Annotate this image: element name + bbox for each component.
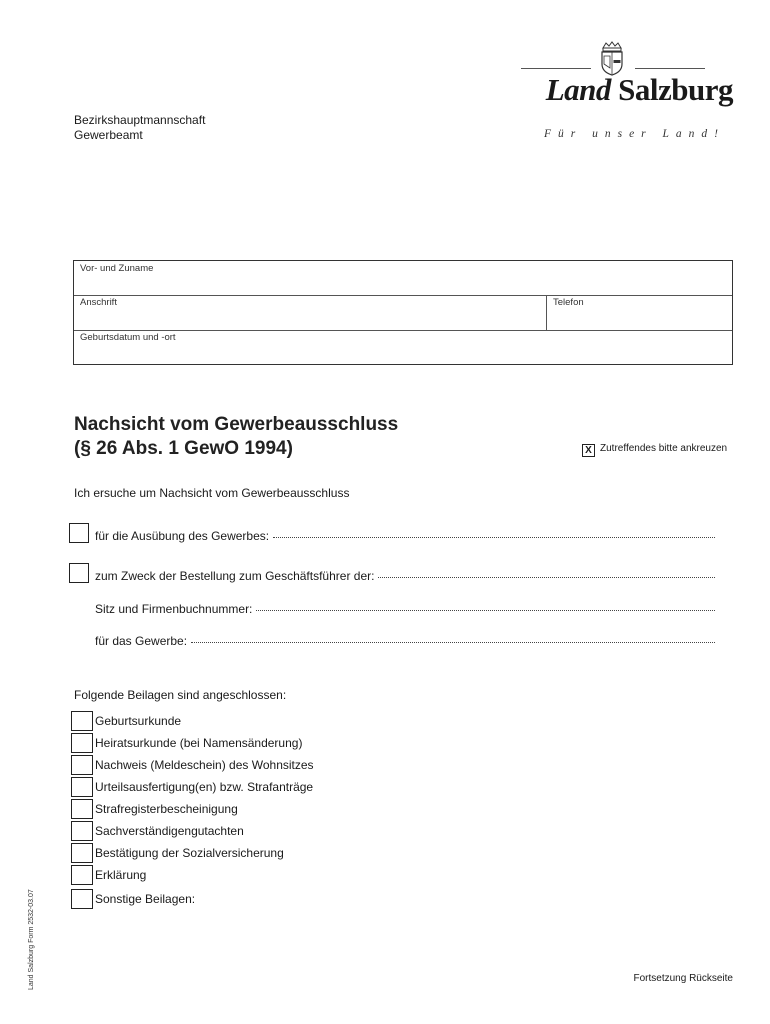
name-label: Vor- und Zuname — [80, 263, 154, 274]
option-manager-fill — [378, 576, 715, 578]
form-title-line1: Nachsicht vom Gewerbeausschluss — [74, 414, 399, 435]
attachment-label: Sachverständigengutachten — [95, 824, 244, 838]
attachment-checkbox[interactable] — [71, 777, 93, 797]
coat-of-arms-icon — [599, 40, 625, 76]
attachment-checkbox[interactable] — [71, 821, 93, 841]
address-row — [74, 295, 732, 331]
attachment-checkbox[interactable] — [71, 865, 93, 885]
attachment-item[interactable] — [71, 842, 284, 864]
attachment-checkbox[interactable] — [71, 733, 93, 753]
form-code: Land Salzburg Form 2532-03.07 — [28, 889, 35, 990]
logo-rule-right — [635, 68, 705, 69]
trade-label: für das Gewerbe: — [95, 634, 188, 648]
attachment-label: Erklärung — [95, 868, 147, 882]
birth-label: Geburtsdatum und -ort — [80, 332, 176, 343]
phone-field[interactable] — [547, 295, 732, 330]
logo-wordmark — [546, 72, 733, 108]
attachment-label: Strafregisterbescheinigung — [95, 802, 238, 816]
attachment-checkbox[interactable] — [71, 843, 93, 863]
option-trade-fill — [273, 536, 715, 538]
trade-fill — [191, 641, 715, 643]
trade-line[interactable] — [95, 634, 715, 648]
birth-field[interactable] — [74, 330, 732, 364]
name-field[interactable] — [74, 261, 732, 296]
attachment-item[interactable] — [71, 798, 238, 820]
attachment-checkbox[interactable] — [71, 711, 93, 731]
option-manager-checkbox[interactable] — [69, 563, 89, 583]
phone-label: Telefon — [553, 297, 584, 308]
attachment-label: Sonstige Beilagen: — [95, 892, 196, 906]
checkbox-hint-text: Zutreffendes bitte ankreuzen — [600, 443, 728, 454]
office-name: Bezirkshauptmannschaft — [74, 113, 206, 127]
option-trade-label: für die Ausübung des Gewerbes: — [95, 529, 270, 543]
attachment-label: Urteilsausfertigung(en) bzw. Strafanträge — [95, 780, 314, 794]
checkbox-hint — [582, 443, 727, 457]
attachment-checkbox[interactable] — [71, 799, 93, 819]
attachment-item[interactable] — [71, 888, 195, 910]
company-id-fill — [256, 609, 715, 611]
option-trade-line[interactable] — [95, 529, 715, 543]
attachment-label: Heiratsurkunde (bei Namensänderung) — [95, 736, 303, 750]
logo-tagline: Für unser Land! — [543, 128, 725, 140]
request-intro: Ich ersuche um Nachsicht vom Gewerbeausschluss — [74, 486, 350, 500]
attachment-item[interactable] — [71, 864, 146, 886]
attachment-item[interactable] — [71, 754, 314, 776]
attachment-item[interactable] — [71, 820, 244, 842]
form-title — [74, 413, 398, 461]
company-id-line[interactable] — [95, 602, 715, 616]
address-field[interactable] — [74, 295, 546, 330]
logo-rule-left — [521, 68, 591, 69]
form-title-line2: (§ 26 Abs. 1 GewO 1994) — [74, 438, 293, 459]
attachment-item[interactable] — [71, 776, 313, 798]
office-department: Gewerbeamt — [74, 128, 143, 142]
attachment-label: Nachweis (Meldeschein) des Wohnsitzes — [95, 758, 314, 772]
logo-word-salzburg: Salzburg — [618, 72, 733, 107]
continue-note: Fortsetzung Rückseite — [633, 973, 733, 984]
personal-data-box — [73, 260, 733, 365]
option-manager-label: zum Zweck der Bestellung zum Geschäftsführer der: — [95, 569, 375, 583]
attachment-label: Geburtsurkunde — [95, 714, 182, 728]
land-salzburg-logo — [493, 40, 733, 150]
attachment-item[interactable] — [71, 732, 302, 754]
attachments-heading: Folgende Beilagen sind angeschlossen: — [74, 688, 287, 702]
checked-box-icon: X — [582, 444, 595, 457]
option-manager-line[interactable] — [95, 569, 715, 583]
attachment-checkbox[interactable] — [71, 889, 93, 909]
company-id-label: Sitz und Firmenbuchnummer: — [95, 602, 253, 616]
logo-word-land: Land — [545, 72, 611, 107]
option-trade-checkbox[interactable] — [69, 523, 89, 543]
attachment-label: Bestätigung der Sozialversicherung — [95, 846, 284, 860]
address-label: Anschrift — [80, 297, 117, 308]
attachment-item[interactable] — [71, 710, 181, 732]
attachment-checkbox[interactable] — [71, 755, 93, 775]
